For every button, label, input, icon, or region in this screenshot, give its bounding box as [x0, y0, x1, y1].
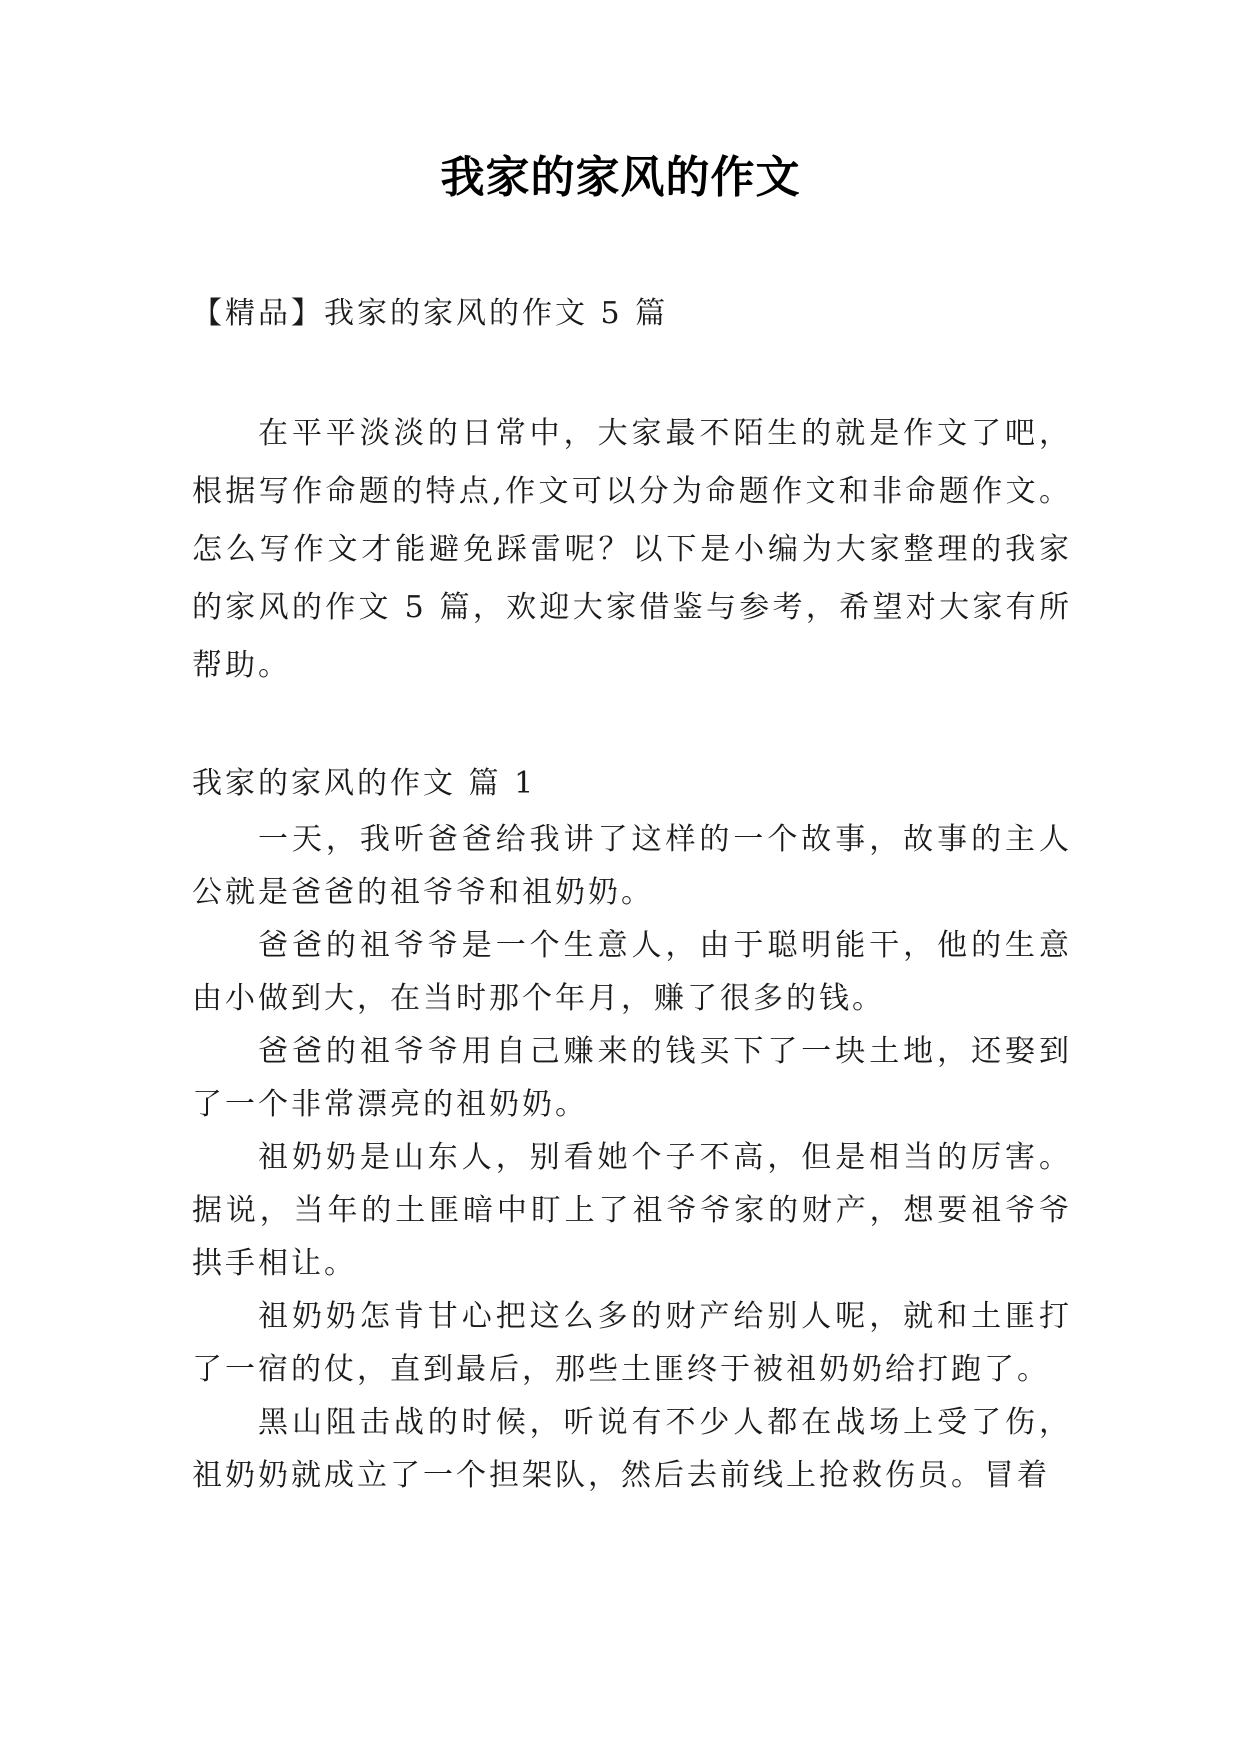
- document-title: 我家的家风的作文: [440, 152, 801, 203]
- essay-body: [192, 813, 1072, 1502]
- body-paragraph: 一天，我听爸爸给我讲了这样的一个故事，故事的主人公就是爸爸的祖爷爷和祖奶奶。: [192, 822, 1072, 910]
- intro-paragraph: 在平平淡淡的日常中，大家最不陌生的就是作文了吧，根据写作命题的特点,作文可以分为命题作文和非命题作文。怎么写作文才能避免踩雷呢？以下是小编为大家整理的我家的家风的作文 5 篇，欢迎大家借鉴与参考，希望对大家有所帮助。: [192, 416, 1072, 683]
- body-paragraph: 爸爸的祖爷爷是一个生意人，由于聪明能干，他的生意由小做到大，在当时那个年月，赚了很多的钱。: [192, 928, 1072, 1016]
- document-subtitle: 【精品】我家的家风的作文 5 篇: [192, 296, 669, 331]
- body-paragraph: 黑山阻击战的时候，听说有不少人都在战场上受了伤，祖奶奶就成立了一个担架队，然后去前线上抢救伤员。冒着: [192, 1405, 1072, 1493]
- body-paragraph: 祖奶奶怎肯甘心把这么多的财产给别人呢，就和土匪打了一宿的仗，直到最后，那些土匪终于被祖奶奶给打跑了。: [192, 1299, 1072, 1387]
- body-paragraph: 祖奶奶是山东人，别看她个子不高，但是相当的厉害。据说，当年的土匪暗中盯上了祖爷爷家的财产，想要祖爷爷拱手相让。: [192, 1140, 1072, 1281]
- body-paragraph: 爸爸的祖爷爷用自己赚来的钱买下了一块土地，还娶到了一个非常漂亮的祖奶奶。: [192, 1034, 1072, 1122]
- section-heading: 我家的家风的作文 篇 1: [192, 766, 537, 801]
